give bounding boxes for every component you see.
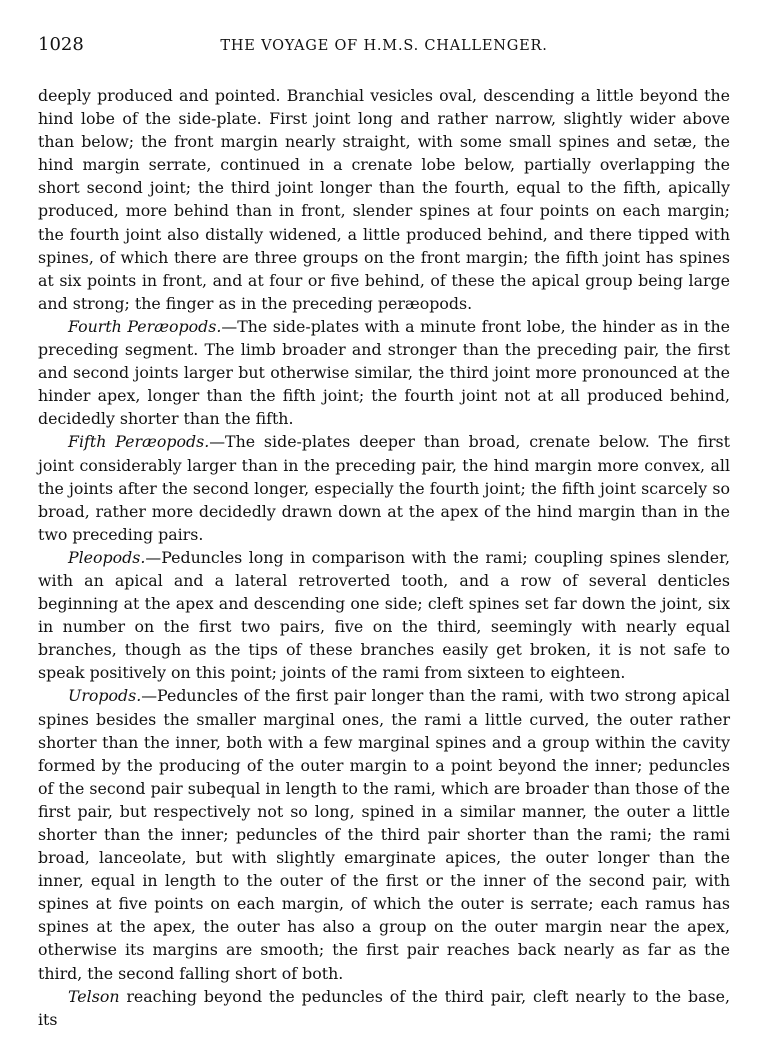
- paragraph-uropods: [38, 684, 730, 984]
- section-lead: Fifth Peræopods.: [68, 432, 210, 452]
- page-number: 1028: [38, 34, 84, 55]
- section-lead: Uropods.: [68, 686, 142, 706]
- paragraph-fourth-peraeopods: [38, 315, 730, 430]
- page-header: [38, 34, 730, 74]
- paragraph-text: —Peduncles of the first pair longer than the rami, with two strong apical spines besides the smaller marginal ones, the rami a little curved, the outer rather shorter than the inner, both with a few marginal spines and a group within the cavity formed by the producing of the outer margin to a point beyond the inner; peduncles of the second pair subequal in length to the rami, which are broader than those of the first pair, but respectively not so long, spined in a similar manner, the outer a little shorter than the inner; peduncles of the third pair shorter than the rami; the rami broad, lanceolate, but with slightly emarginate apices, the outer longer than the inner, equal in length to the outer of the first or the inner of the second pair, with spines at five points on each margin, of which the outer is serrate; each ramus has spines at the apex, the outer has also a group on the outer margin near the apex, otherwise its margins are smooth; the first pair reaches back nearly as far as the third, the second falling short of both.: [38, 686, 730, 983]
- paragraph-text: —The side-plates with a minute front lobe, the hinder as in the preceding segment. The limb broader and stronger than the preceding pair, the first and second joints larger but otherwise similar, the third joint more pronounced at the hinder apex, longer than the fifth joint; the fourth joint not at all produced behind, decidedly shorter than the fifth.: [38, 316, 730, 429]
- running-head: THE VOYAGE OF H.M.S. CHALLENGER.: [220, 38, 548, 54]
- paragraph-text: —The side-plates deeper than broad, crenate below. The first joint considerably larger than in the preceding pair, the hind margin more convex, all the joints after the second longer, especially the fourth joint; the fifth joint scarcely so broad, rather more decidedly drawn down at the apex of the hind margin than in the two preceding pairs.: [38, 432, 730, 544]
- paragraph-continuation: [38, 84, 730, 315]
- paragraph-text: deeply produced and pointed. Branchial vesicles oval, descending a little beyond the hind lobe of the side-plate. First joint long and rather narrow, slightly wider above than below; the front margin nearly straight, with some small spines and setæ, the hind margin serrate, continued in a crenate lobe below, partially overlapping the short second joint; the third joint longer than the fourth, equal to the fifth, apically produced, more behind than in front, slender spines at four points on each margin; the fourth joint also distally widened, a little produced behind, and there tipped with spines, of which there are three groups on the front margin; the fifth joint has spines at six points in front, and at four or five behind, of these the apical group being large and strong; the finger as in the preceding peræopods.: [38, 86, 730, 313]
- paragraph-telson: [38, 985, 730, 1031]
- section-lead: Fourth Peræopods.: [68, 316, 222, 336]
- body-text: [38, 84, 730, 1031]
- section-lead: Pleopods.: [68, 547, 146, 567]
- paragraph-pleopods: [38, 546, 730, 685]
- paragraph-text: reaching beyond the peduncles of the third pair, cleft nearly to the base, its: [38, 986, 730, 1029]
- paragraph-text: —Peduncles long in comparison with the rami; coupling spines slender, with an apical and a lateral retroverted tooth, and a row of several denticles beginning at the apex and descending one side; cleft spines set far down the joint, six in number on the first two pairs, five on the third, seemingly with nearly equal branches, though as the tips of these branches easily get broken, it is not safe to speak positively on this point; joints of the rami from sixteen to eighteen.: [38, 547, 730, 683]
- section-lead: Telson: [68, 986, 120, 1006]
- paragraph-fifth-peraeopods: [38, 430, 730, 545]
